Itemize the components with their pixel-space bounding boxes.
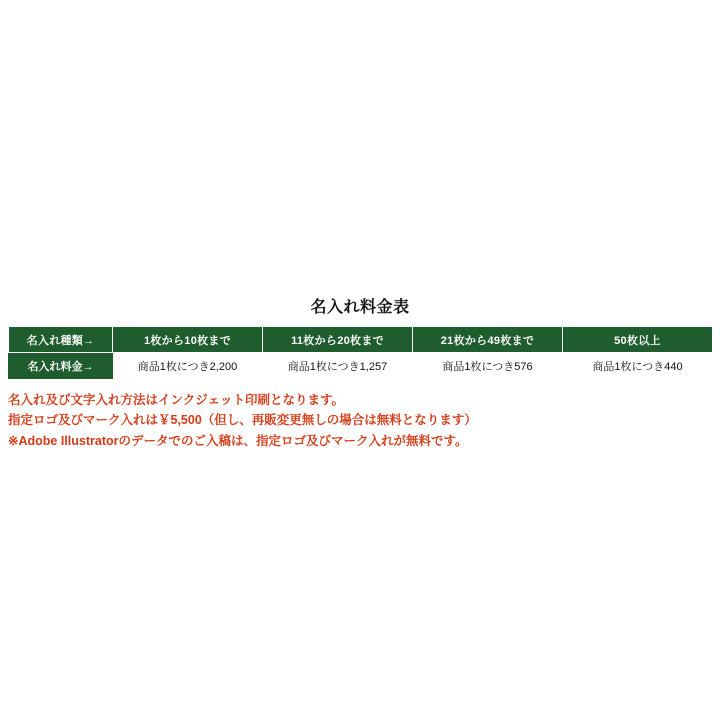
notes-block: [8, 390, 712, 451]
table-row: [9, 353, 713, 379]
table-cell-price-50-plus: 商品1枚につき440: [563, 353, 713, 379]
table-header-row: [9, 327, 713, 353]
table-cell-price-11-20: 商品1枚につき1,257: [263, 353, 413, 379]
table-header-cell-qty-1-10: 1枚から10枚まで: [113, 327, 263, 353]
price-table: [8, 326, 713, 379]
table-header-cell-qty-50-plus: 50枚以上: [563, 327, 713, 353]
table-row-label-price: 名入れ料金→: [9, 353, 113, 379]
price-table-section: [8, 294, 712, 451]
note-line-1: 名入れ及び文字入れ方法はインクジェット印刷となります。: [8, 393, 345, 407]
table-header-cell-type: 名入れ種類→: [9, 327, 113, 353]
table-header-cell-qty-21-49: 21枚から49枚まで: [413, 327, 563, 353]
table-cell-price-1-10: 商品1枚につき2,200: [113, 353, 263, 379]
page-title: 名入れ料金表: [310, 299, 410, 316]
table-header-cell-qty-11-20: 11枚から20枚まで: [263, 327, 413, 353]
note-line-3: ※Adobe Illustratorのデータでのご入稿は、指定ロゴ及びマーク入れが無料です。: [8, 433, 468, 448]
note-line-2: 指定ロゴ及びマーク入れは￥5,500（但し、再販変更無しの場合は無料となります）: [8, 413, 477, 428]
table-cell-price-21-49: 商品1枚につき576: [413, 353, 563, 379]
